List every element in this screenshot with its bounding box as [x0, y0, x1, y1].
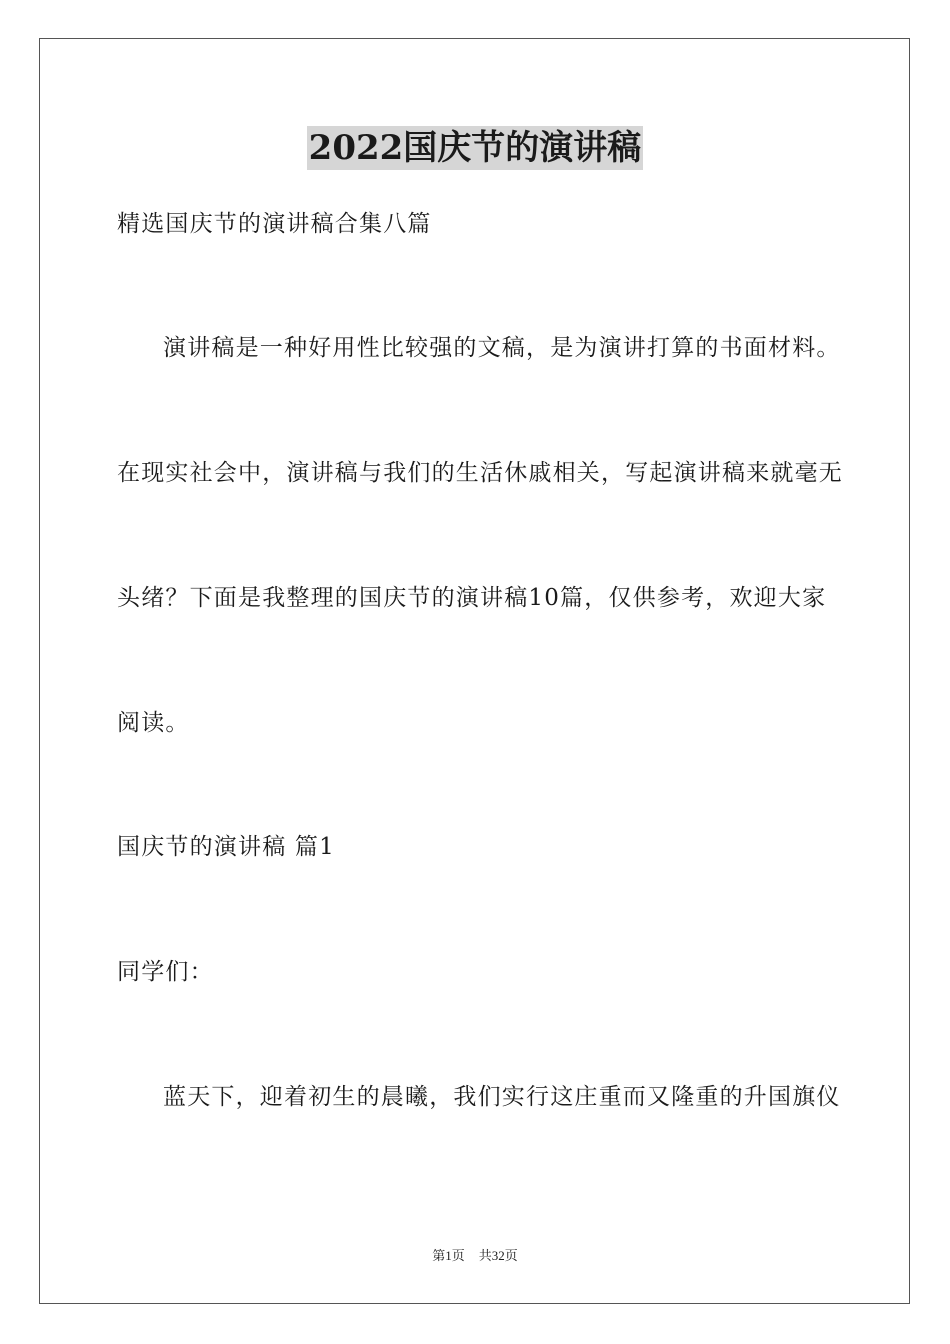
greeting: 同学们： — [117, 959, 214, 985]
page-number-total: 共32页 — [478, 1248, 518, 1263]
body-line-1: 蓝天下，迎着初生的晨曦，我们实行这庄重而又隆重的升国旗仪 — [163, 1084, 841, 1110]
document-subtitle: 精选国庆节的演讲稿合集八篇 — [117, 211, 432, 237]
title-container — [0, 126, 950, 170]
paragraph-line-4: 阅读。 — [117, 710, 190, 736]
paragraph-line-1: 演讲稿是一种好用性比较强的文稿，是为演讲打算的书面材料。 — [163, 335, 841, 361]
paragraph-line-3: 头绪？下面是我整理的国庆节的演讲稿10篇，仅供参考，欢迎大家 — [117, 585, 827, 611]
paragraph-line-2: 在现实社会中，演讲稿与我们的生活休戚相关，写起演讲稿来就毫无 — [117, 460, 843, 486]
page-number-current: 第1页 — [432, 1248, 465, 1263]
document-title: 2022国庆节的演讲稿 — [308, 128, 642, 168]
page-footer — [0, 1247, 950, 1265]
section-heading: 国庆节的演讲稿 篇1 — [117, 834, 335, 860]
